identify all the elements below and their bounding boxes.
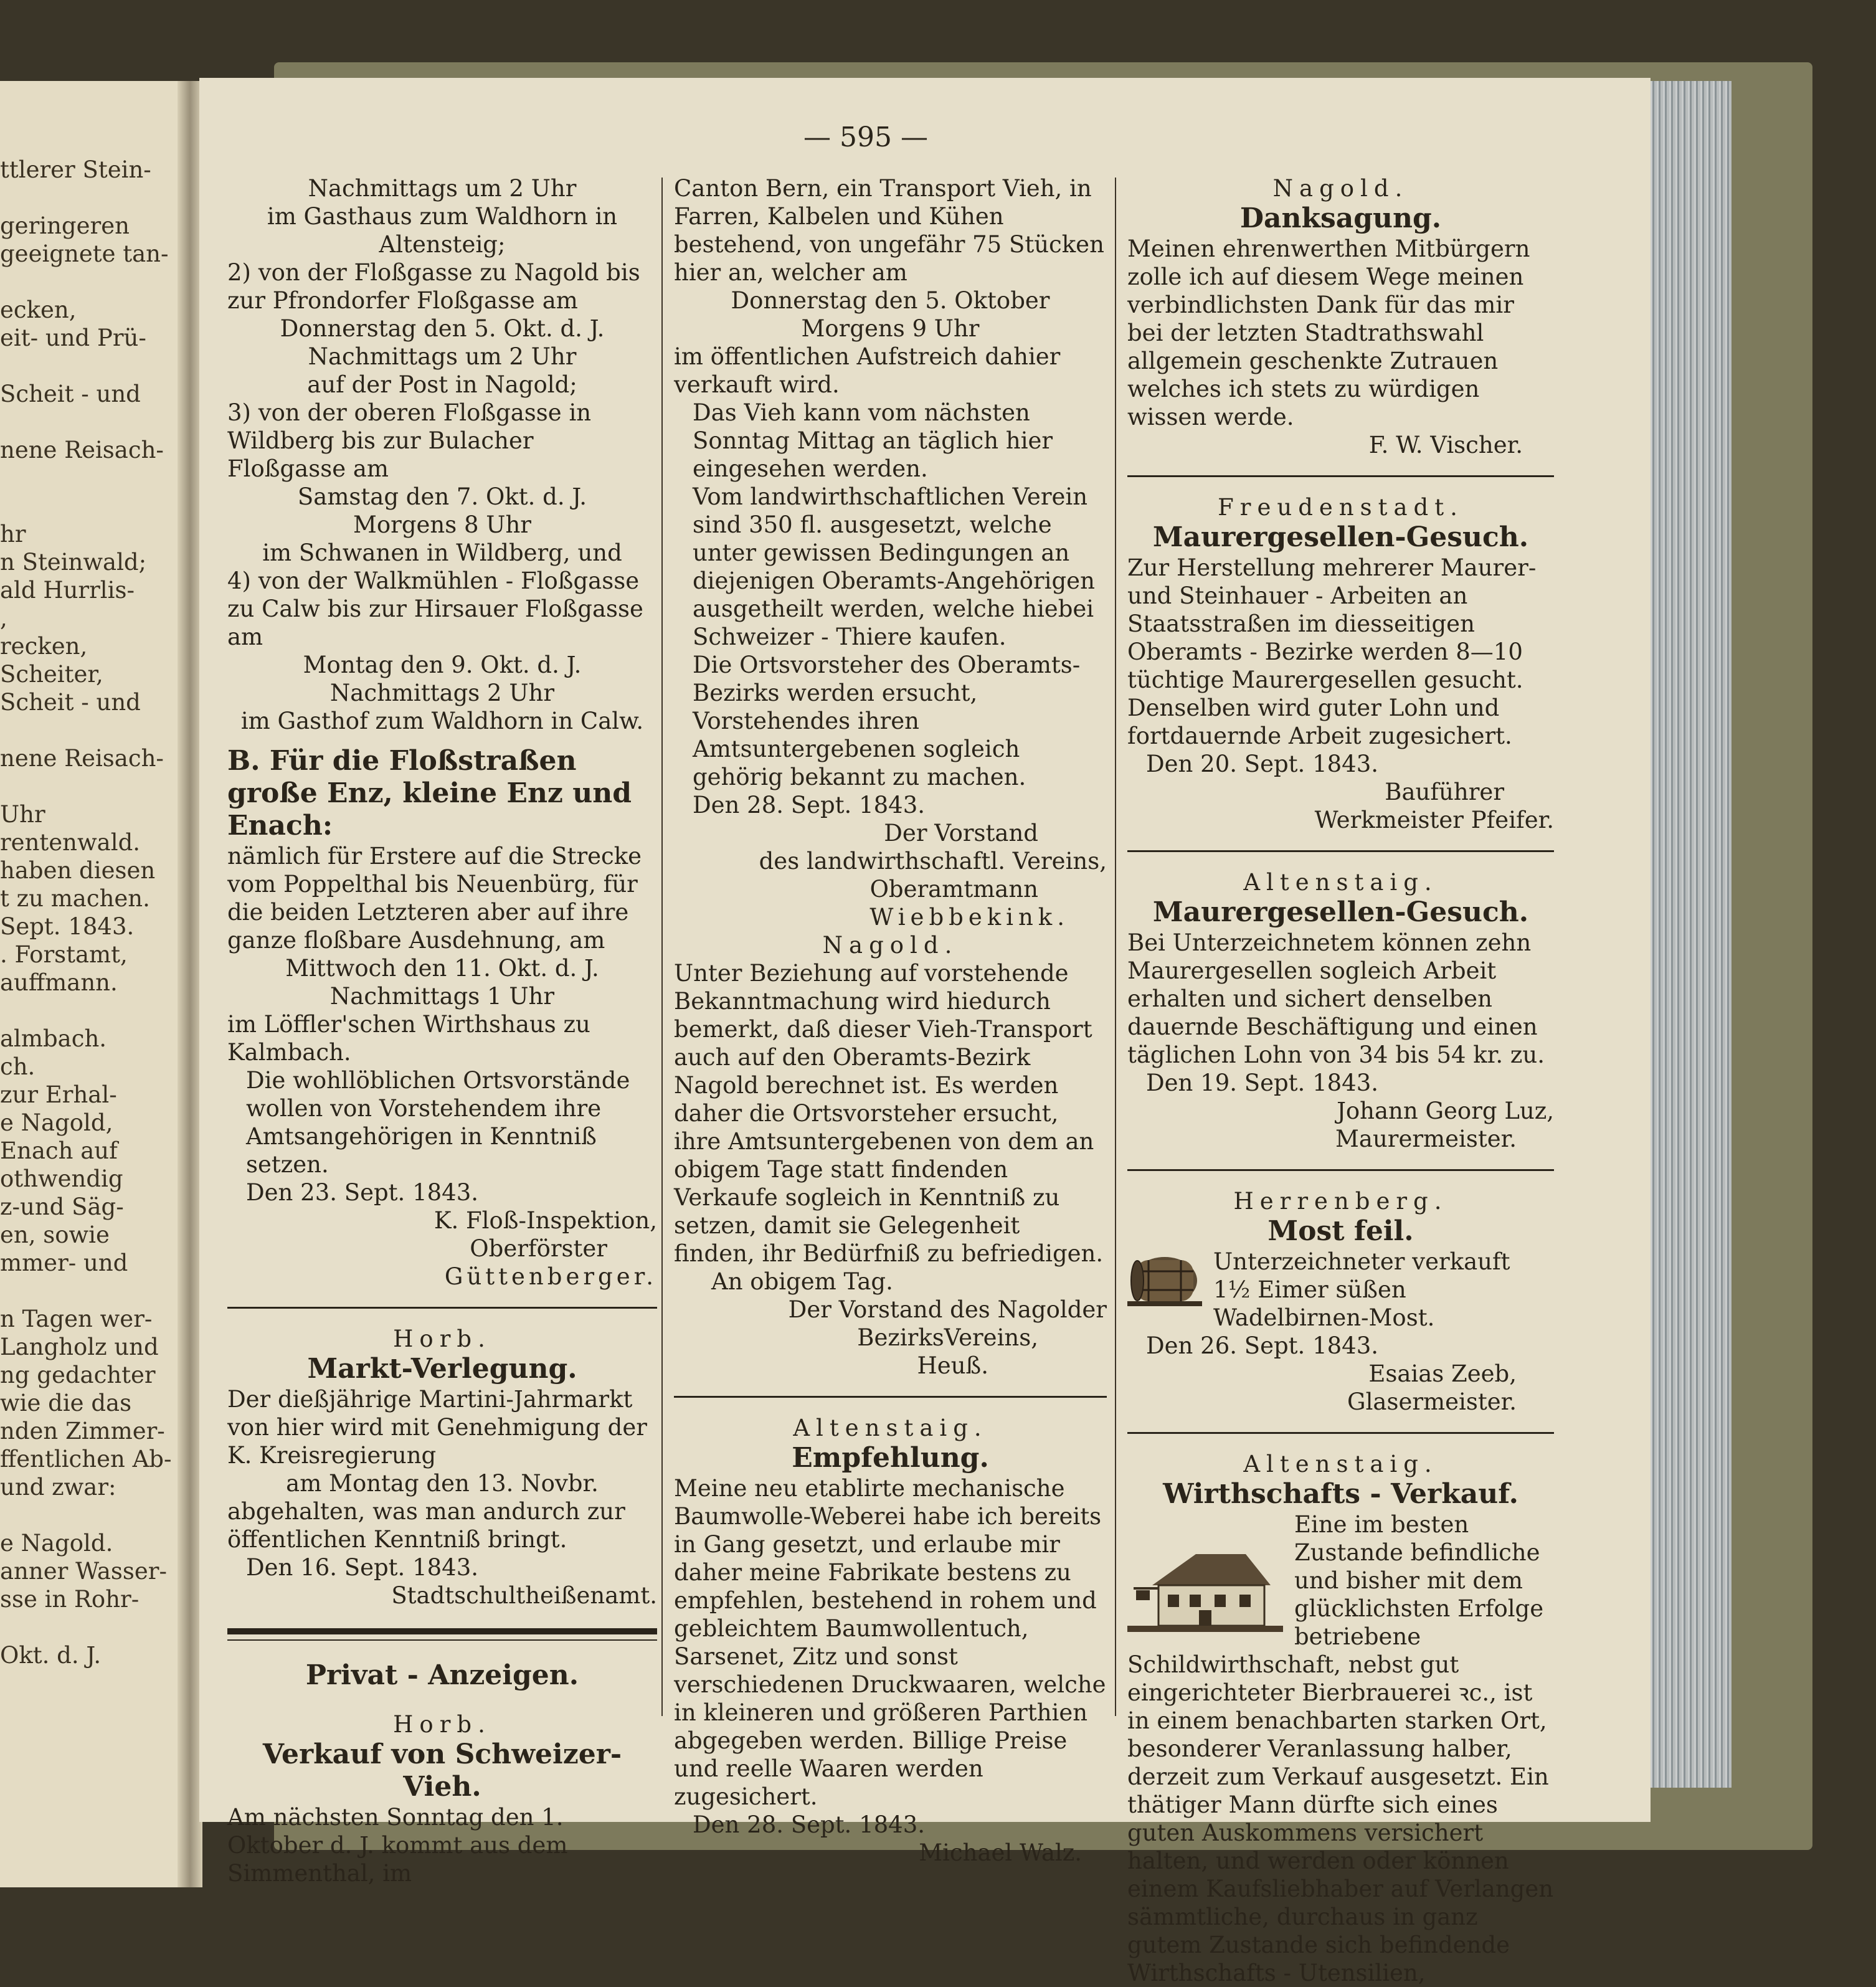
left-page-line: ch. <box>0 1053 36 1080</box>
left-page-line <box>0 268 149 296</box>
barrel-icon <box>1127 1253 1202 1315</box>
left-page-line: ecken, <box>0 296 77 323</box>
schedule-line: 4) von der Walkmühlen - Floßgasse zu Calw bis zur Hirsauer Floßgasse am <box>227 567 643 650</box>
left-page-line <box>0 772 149 800</box>
section-b-dateline: Den 23. Sept. 1843. <box>246 1179 478 1206</box>
market-notice-text: abgehalten, was man andurch zur öffentlichen Kenntniß bringt. <box>227 1498 625 1553</box>
schedule-line: im Schwanen in Wildberg, und <box>262 539 622 566</box>
cider-sale-text: Unterzeichneter verkauft 1½ Eimer süßen Wadelbirnen-Most. <box>1213 1248 1510 1331</box>
page-number: — 595 — <box>803 121 928 153</box>
left-page-line: e Nagold. <box>0 1530 113 1557</box>
left-page-line: , <box>0 605 7 632</box>
column-rule <box>1115 178 1116 1716</box>
mason-wanted-dateline: Den 19. Sept. 1843. <box>1146 1069 1378 1096</box>
left-page-line: ttlerer Stein- <box>0 156 151 183</box>
cattle-sale-signature: Wiebbekink. <box>869 904 1069 931</box>
left-page-line: z-und Säg- <box>0 1193 124 1220</box>
altensteig-location: Altenstaig. <box>793 1415 988 1441</box>
market-notice-heading: Markt-Verlegung. <box>307 1353 577 1385</box>
divider <box>1127 475 1554 477</box>
left-page-line: eit- und Prü- <box>0 325 146 351</box>
cattle-sale-text: Canton Bern, ein Transport Vieh, in Farren, Kalbelen und Kühen bestehend, von ungefähr 75 Stücken hier an, welcher am <box>674 175 1104 286</box>
nagold-notice-dateline: An obigem Tag. <box>711 1268 893 1295</box>
nagold-location: Nagold. <box>1272 175 1409 202</box>
left-page-line: ffentlichen Ab- <box>0 1446 172 1472</box>
cider-sale-heading: Most feil. <box>1267 1215 1414 1247</box>
left-page-text <box>0 156 172 1669</box>
left-page-line: n Tagen wer- <box>0 1306 153 1332</box>
left-page-line: nden Zimmer- <box>0 1418 165 1444</box>
left-page-line: Langholz und <box>0 1334 159 1360</box>
cider-sale-signature: Esaias Zeeb, <box>1368 1360 1517 1387</box>
cider-sale-signature: Glasermeister. <box>1347 1388 1517 1415</box>
horb-location: Horb. <box>393 1325 491 1352</box>
left-page-line: zur Erhal- <box>0 1081 117 1108</box>
left-page-line: hr <box>0 521 26 548</box>
recommendation-signature: Michael Walz. <box>919 1839 1082 1866</box>
private-ads-heading: Privat - Anzeigen. <box>305 1659 579 1691</box>
section-b-signature: K. Floß-Inspektion, <box>433 1207 657 1234</box>
left-page-line: nene Reisach- <box>0 745 164 772</box>
left-page-line <box>0 1277 149 1305</box>
mason-wanted-text: Bei Unterzeichnetem können zehn Maurergesellen sogleich Arbeit erhalten und sichert denselben dauernde Beschäftigung und einen täglichen Lohn von 34 bis 54 kr. zu. <box>1127 929 1545 1068</box>
inn-building-icon <box>1127 1542 1283 1641</box>
book-gutter <box>178 81 202 1887</box>
nagold-notice-signature: Heuß. <box>917 1352 988 1379</box>
schedule-line: Nachmittags um 2 Uhr <box>308 175 577 202</box>
schedule-line: Samstag den 7. Okt. d. J. <box>297 483 587 510</box>
left-page-line <box>0 408 149 436</box>
market-notice-dateline: Den 16. Sept. 1843. <box>246 1554 478 1581</box>
thin-rule <box>227 1639 657 1641</box>
page-edges <box>1644 81 1732 1788</box>
left-page-line: geeignete tan- <box>0 240 169 267</box>
nagold-location: Nagold. <box>822 932 959 959</box>
altensteig-location: Altenstaig. <box>1243 869 1438 896</box>
column-3 <box>1127 174 1554 1987</box>
thanks-text: Meinen ehrenwerthen Mitbürgern zolle ich auf diesem Wege meinen verbindlichsten Dank für das mir bei der letzten Stadtrathswahl allgemein geschenkte Zutrauen welches ich stets zu würdigen wissen werde. <box>1127 235 1530 430</box>
mason-wanted-signature: Werkmeister Pfeifer. <box>1314 807 1554 833</box>
schedule-line: Nachmittags um 2 Uhr <box>308 343 577 370</box>
mason-wanted-heading: Maurergesellen-Gesuch. <box>1152 896 1529 928</box>
thick-rule <box>227 1628 657 1634</box>
schedule-line: 3) von der oberen Floßgasse in Wildberg bis zur Bulacher Floßgasse am <box>227 399 592 482</box>
left-page-line: Scheit - und <box>0 381 141 407</box>
left-page-line: Scheit - und <box>0 689 141 716</box>
recommendation-dateline: Den 28. Sept. 1843. <box>693 1811 925 1838</box>
section-b-place: im Löffler'schen Wirthshaus zu Kalmbach. <box>227 1011 590 1066</box>
left-page-line: sse in Rohr- <box>0 1586 140 1613</box>
cattle-sale-signature: Der Vorstand <box>884 820 1038 846</box>
left-page-line: auffmann. <box>0 969 118 996</box>
left-page-line: . Forstamt, <box>0 941 128 968</box>
left-page-line: Sept. 1843. <box>0 913 135 940</box>
cattle-sale-text: Das Vieh kann vom nächsten Sonntag Mittag an täglich hier eingesehen werden. <box>693 399 1053 482</box>
left-page-line <box>0 352 149 380</box>
left-page-line: ng gedachter <box>0 1362 156 1388</box>
left-page-line: ald Hurrlis- <box>0 577 135 604</box>
schedule-line: im Gasthaus zum Waldhorn in Altensteig; <box>267 203 618 258</box>
schedule-line: Morgens 8 Uhr <box>353 511 531 538</box>
horb-location: Horb. <box>393 1711 491 1738</box>
thanks-heading: Danksagung. <box>1239 202 1442 234</box>
section-b-text: nämlich für Erstere auf die Strecke vom Poppelthal bis Neuenbürg, für die beiden Letzteren aber auf ihre ganze floßbare Ausdehnung, am <box>227 843 642 954</box>
section-b-heading: B. Für die Floßstraßen große Enz, kleine Enz und Enach: <box>227 745 632 842</box>
nagold-notice-signature: BezirksVereins, <box>857 1324 1038 1351</box>
cattle-sale-text: Am nächsten Sonntag den 1. Oktober d. J. kommt aus dem Simmenthal, im <box>227 1804 568 1887</box>
nagold-notice-text: Unter Beziehung auf vorstehende Bekanntmachung wird hiedurch bemerkt, daß dieser Vieh-Transport auch auf den Oberamts-Bezirk Nagold berechnet ist. Es werden daher die Ortsvorsteher ersucht, ihre Amtsuntergebenen von dem an obigem Tage statt findenden Verkaufe sogleich in Kenntniß zu setzen, damit sie Gelegenheit finden, ihr Bedürfniß zu befriedigen. <box>674 960 1104 1267</box>
left-page-line: e Nagold, <box>0 1109 113 1136</box>
mason-wanted-text: Zur Herstellung mehrerer Maurer- und Steinhauer - Arbeiten an Staatsstraßen im diesseitigen Oberamts - Bezirke werden 8—10 tüchtige Maurergesellen gesucht. Denselben wird guter Lohn und fortdauernde Arbeit zugesichert. <box>1127 554 1537 749</box>
left-page-line: en, sowie <box>0 1221 110 1248</box>
left-page-line: Scheiter, <box>0 661 103 688</box>
column-2 <box>674 174 1107 1867</box>
divider <box>1127 850 1554 852</box>
cattle-sale-heading: Verkauf von Schweizer-Vieh. <box>262 1738 622 1803</box>
left-page-line <box>0 492 149 520</box>
left-page-line <box>0 1613 149 1641</box>
mason-wanted-signature: Maurermeister. <box>1335 1126 1517 1152</box>
altensteig-location: Altenstaig. <box>1243 1451 1438 1477</box>
left-page-line <box>0 184 149 212</box>
left-page-line: recken, <box>0 633 88 660</box>
mason-wanted-dateline: Den 20. Sept. 1843. <box>1146 751 1378 777</box>
cattle-sale-text: Die Ortsvorsteher des Oberamts-Bezirks werden ersucht, Vorstehendes ihren Amtsuntergebenen sogleich gehörig bekannt zu machen. <box>693 652 1081 790</box>
schedule-line: Donnerstag den 5. Okt. d. J. <box>280 315 605 342</box>
left-page-line: nene Reisach- <box>0 437 164 463</box>
cattle-sale-dateline: Den 28. Sept. 1843. <box>693 792 925 818</box>
cattle-sale-text: im öffentlichen Aufstreich dahier verkauft wird. <box>674 343 1061 398</box>
divider <box>227 1307 657 1309</box>
market-notice-date: am Montag den 13. Novbr. <box>286 1470 599 1497</box>
cattle-sale-signature: des landwirthschaftl. Vereins, <box>759 848 1107 875</box>
column-rule <box>661 178 663 1716</box>
schedule-line: auf der Post in Nagold; <box>307 371 577 398</box>
freudenstadt-location: Freudenstadt. <box>1218 494 1464 521</box>
left-page-line: almbach. <box>0 1025 107 1052</box>
thanks-signature: F. W. Vischer. <box>1368 432 1523 458</box>
market-notice-signature: Stadtschultheißenamt. <box>391 1582 657 1609</box>
section-b-time: Nachmittags 1 Uhr <box>329 983 555 1010</box>
left-page-line: t zu machen. <box>0 885 150 912</box>
cattle-sale-time: Morgens 9 Uhr <box>801 315 980 342</box>
divider <box>1127 1169 1554 1171</box>
market-notice-text: Der dießjährige Martini-Jahrmarkt von hier wird mit Genehmigung der K. Kreisregierung <box>227 1386 647 1469</box>
cattle-sale-text: Vom landwirthschaftlichen Verein sind 350 fl. ausgesetzt, welche unter gewissen Bedingungen an diejenigen Oberamts-Angehörigen ausgetheilt werden, welche hiebei Schweizer - Thiere kaufen. <box>693 483 1095 650</box>
schedule-list <box>227 174 657 735</box>
left-page-line: rentenwald. <box>0 829 141 856</box>
section-b-date: Mittwoch den 11. Okt. d. J. <box>285 955 599 982</box>
herrenberg-location: Herrenberg. <box>1233 1188 1448 1215</box>
mason-wanted-heading: Maurergesellen-Gesuch. <box>1152 521 1529 553</box>
schedule-line: 2) von der Floßgasse zu Nagold bis zur Pfrondorfer Floßgasse am <box>227 259 640 314</box>
inn-sale-heading: Wirthschafts - Verkauf. <box>1163 1478 1518 1510</box>
left-page-line: mmer- und <box>0 1250 128 1276</box>
left-page-line: und zwar: <box>0 1474 116 1501</box>
left-page-line: geringeren <box>0 212 130 239</box>
cattle-sale-signature: Oberamtmann <box>869 876 1038 903</box>
left-page-line: othwendig <box>0 1165 123 1192</box>
schedule-line: Montag den 9. Okt. d. J. <box>303 652 582 678</box>
schedule-line: im Gasthof zum Waldhorn in Calw. <box>240 708 644 734</box>
mason-wanted-signature: Bauführer <box>1385 779 1504 805</box>
column-1 <box>227 174 657 1887</box>
left-page-line: anner Wasser- <box>0 1558 167 1585</box>
nagold-notice-signature: Der Vorstand des Nagolder <box>788 1296 1107 1323</box>
left-page-line: Enach auf <box>0 1137 118 1164</box>
section-b-signature: Güttenberger. <box>444 1263 657 1290</box>
recommendation-text: Meine neu etablirte mechanische Baumwolle-Weberei habe ich bereits in Gang gesetzt, und erlaube mir daher meine Fabrikate bestens zu empfehlen, bestehend in rohem und gebleichtem Baumwollentuch, Sarsenet, Zitz und sonst verschiedenen Druckwaaren, welche in kleineren und größeren Parthien abgegeben werden. Billige Preise und reelle Waaren werden zugesichert. <box>674 1475 1106 1810</box>
section-b-notice: Die wohllöblichen Ortsvorstände wollen von Vorstehendem ihre Amtsangehörigen in Kenntniß setzen. <box>246 1067 630 1178</box>
recommendation-heading: Empfehlung. <box>792 1442 989 1474</box>
left-page-line <box>0 997 149 1025</box>
left-page-line: n Steinwald; <box>0 549 147 576</box>
cider-sale-dateline: Den 26. Sept. 1843. <box>1146 1332 1378 1359</box>
left-page-line <box>0 716 149 744</box>
left-page-line: wie die das <box>0 1390 132 1416</box>
left-page-line: Okt. d. J. <box>0 1642 102 1669</box>
left-page-line <box>0 464 149 492</box>
inn-sale-text: Eine im besten Zustande befindliche und bisher mit dem glücklichsten Erfolge betriebene Schildwirthschaft, nebst gut eingerichteter Bierbrauerei ꝛc., ist in einem benachbarten starken Ort, besonderer Veranlassung halber, derzeit zum Verkauf ausgesetzt. Ein thätiger Mann dürfte sich eines guten Auskommens versichert halten, und werden oder können einem Kaufsliebhaber auf Verlangen sämmtliche, durchaus in ganz gutem Zustande sich befindende Wirthschafts - Utensilien, <box>1127 1511 1554 1986</box>
mason-wanted-signature: Johann Georg Luz, <box>1337 1098 1554 1124</box>
left-page-line: haben diesen <box>0 857 156 884</box>
left-page-line <box>0 1501 149 1529</box>
divider <box>1127 1432 1554 1434</box>
schedule-line: Nachmittags 2 Uhr <box>329 680 555 706</box>
section-b-signature: Oberförster <box>470 1235 607 1262</box>
left-page-line: Uhr <box>0 801 45 828</box>
cattle-sale-date: Donnerstag den 5. Oktober <box>731 287 1050 314</box>
divider <box>674 1396 1107 1398</box>
